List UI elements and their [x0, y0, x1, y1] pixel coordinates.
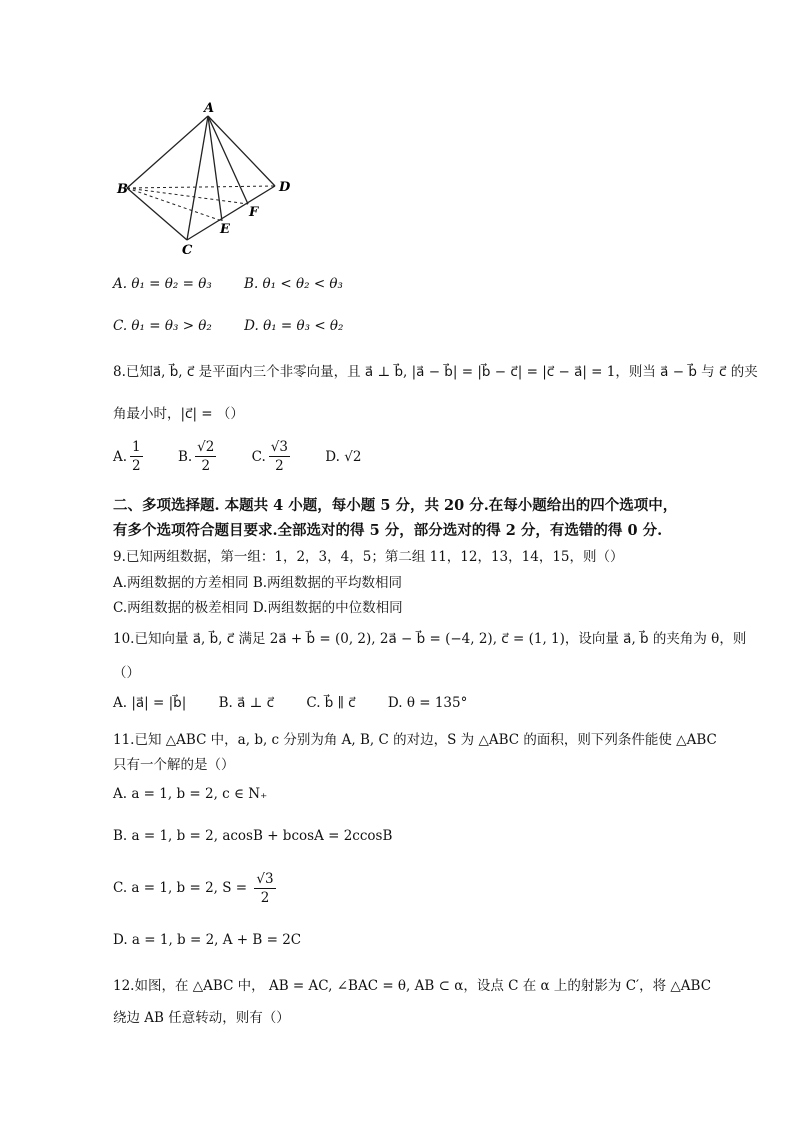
q8-stem-line1: 8.已知a⃗, b⃗, c⃗ 是平面内三个非零向量，且 a⃗ ⊥ b⃗, |a⃗ − b⃗| = |b⃗ − c⃗| = |c⃗ − a⃗| = 1，则当 a⃗ − b⃗ 与 c⃗ 的夹: [113, 364, 758, 380]
q11-option-a[interactable]: A. a = 1, b = 2, c ∈ N₊: [113, 786, 268, 802]
q10-option-d[interactable]: D. θ = 135°: [387, 695, 468, 711]
q11-stem-line2: 只有一个解的是（）: [113, 757, 235, 773]
q8-option-d-label: D.: [325, 448, 340, 465]
q7-option-d[interactable]: D. θ₁ = θ₃ < θ₂: [244, 318, 344, 334]
edge-BD-dashed: [127, 186, 275, 188]
q11-option-d[interactable]: D. a = 1, b = 2, A + B = 2C: [113, 932, 302, 948]
q10-option-b[interactable]: B. a⃗ ⊥ c⃗: [218, 695, 275, 711]
section2-heading-line1: 二、多项选择题. 本题共 4 小题，每小题 5 分，共 20 分.在每小题给出的四个选项中，: [113, 497, 678, 514]
q10-stem-line1: 10.已知向量 a⃗, b⃗, c⃗ 满足 2a⃗ + b⃗ = (0, 2), 2a⃗ − b⃗ = (−4, 2), c⃗ = (1, 1)，设向量 a⃗, b⃗ 的夹角为 θ，则: [113, 631, 747, 647]
q12-stem-line1: 12.如图，在 △ABC 中， AB = AC, ∠BAC = θ, AB ⊂ α，设点 C 在 α 上的射影为 C′，将 △ABC: [113, 978, 712, 994]
q9-options-cd[interactable]: C.两组数据的极差相同 D.两组数据的中位数相同: [113, 600, 403, 616]
q12-stem-line2: 绕边 AB 任意转动，则有（）: [113, 1010, 290, 1026]
q8-option-c-num: √3: [270, 439, 288, 455]
q10-option-c[interactable]: C. b⃗ ∥ c⃗: [306, 695, 356, 711]
q8-option-a-label: A.: [113, 448, 128, 465]
q9-stem: 9.已知两组数据，第一组：1，2，3，4，5；第二组 11，12，13，14，15，则（）: [113, 549, 624, 565]
label-A: A: [204, 101, 215, 116]
q11-option-c-num: √3: [256, 871, 274, 887]
edge-AB: [127, 116, 208, 188]
q8-option-a-den: 2: [132, 458, 141, 474]
q11-option-c-label: C. a = 1, b = 2, S =: [113, 880, 248, 896]
edge-BE-dashed: [127, 188, 222, 221]
q7-options-row2: [113, 318, 371, 334]
label-B: B: [117, 182, 128, 197]
q11-option-c-den: 2: [260, 890, 270, 906]
q7-options-row1: [113, 276, 371, 292]
edge-BC: [127, 188, 187, 240]
geometry-figure: [105, 100, 305, 260]
q8-option-b[interactable]: [178, 438, 219, 475]
label-C: C: [182, 243, 193, 258]
q8-options: [113, 438, 389, 475]
q8-option-b-den: 2: [201, 458, 211, 474]
edge-AC: [187, 116, 208, 240]
q8-stem-line2: 角最小时，|c⃗| = （）: [113, 406, 244, 422]
edge-AD: [208, 116, 275, 186]
q8-option-c-label: C.: [251, 448, 266, 465]
q11-option-c[interactable]: [113, 870, 279, 907]
q11-option-b[interactable]: B. a = 1, b = 2, acosB + bcosA = 2ccosB: [113, 828, 393, 844]
q7-option-c[interactable]: C. θ₁ = θ₃ > θ₂: [113, 318, 212, 334]
q11-stem-line1: 11.已知 △ABC 中，a, b, c 分别为角 A, B, C 的对边，S 为 △ABC 的面积，则下列条件能使 △ABC: [113, 732, 717, 748]
q8-option-c-den: 2: [275, 458, 284, 474]
q10-option-a[interactable]: A. |a⃗| = |b⃗|: [113, 695, 187, 711]
label-F: F: [249, 205, 259, 220]
label-D: D: [279, 180, 291, 195]
q10-options: [113, 695, 495, 711]
q7-option-a[interactable]: A. θ₁ = θ₂ = θ₃: [113, 276, 212, 292]
q9-options-ab[interactable]: A.两组数据的方差相同 B.两组数据的平均数相同: [113, 575, 403, 591]
q8-option-d[interactable]: [325, 449, 361, 465]
section2-heading-line2: 有多个选项符合题目要求.全部选对的得 5 分，部分选对的得 2 分，有选错的得 0 分.: [113, 522, 663, 539]
q8-option-a-num: 1: [132, 439, 141, 455]
edge-BF-dashed: [127, 188, 248, 204]
q8-option-b-label: B.: [177, 448, 193, 465]
q8-option-a[interactable]: [113, 438, 146, 475]
q8-option-c[interactable]: [252, 438, 293, 475]
q8-option-b-num: √2: [197, 439, 215, 455]
label-E: E: [220, 222, 230, 237]
q10-stem-line2: （）: [113, 665, 140, 681]
q7-option-b[interactable]: B. θ₁ < θ₂ < θ₃: [244, 276, 343, 292]
edge-CD: [187, 186, 275, 240]
q8-option-d-value: √2: [344, 448, 362, 465]
